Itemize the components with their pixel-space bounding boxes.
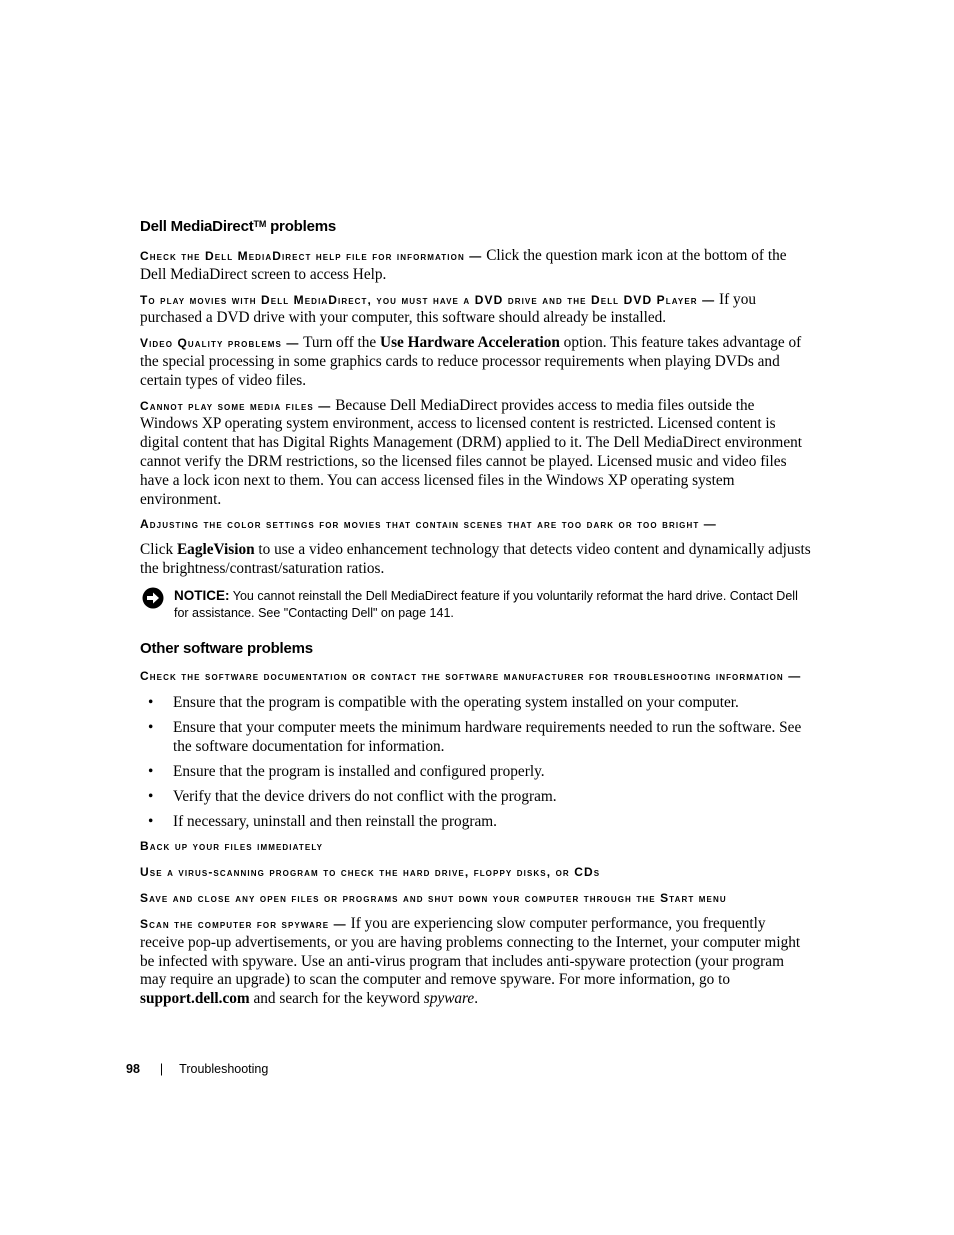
- lead-help-file: Check the Dell MediaDirect help file for information —: [140, 249, 483, 263]
- keyword-spyware: spyware: [423, 990, 475, 1008]
- list-item: • Ensure that the program is compatible with the operating system installed on your computer.: [140, 693, 812, 712]
- lead-color-settings: Adjusting the color settings for movies that contain scenes that are too dark or too bright —: [140, 517, 717, 532]
- list-item: • Ensure that the program is installed and configured properly.: [140, 762, 812, 781]
- notice-label: NOTICE:: [174, 587, 230, 603]
- section-heading-mediadirect: Dell MediaDirect™ problems: [140, 218, 337, 235]
- paragraph-spyware: Scan the computer for spyware — If you are experiencing slow computer performance, you frequently receive pop-up advertisements, or you are having problems connecting to the Internet, your computer might be infected with spyware. Use an anti-virus program that includes anti-spyware protection (your program may require an upgrade) to scan the computer and remove spyware. For more information, go to support.dell.com and search for the keyword spyware.: [140, 914, 801, 1008]
- list-item: • If necessary, uninstall and then reinstall the program.: [140, 812, 812, 831]
- paragraph-help-file: Check the Dell MediaDirect help file for information — Click the question mark icon at the bottom of the Dell MediaDirect screen to access Help.: [140, 247, 787, 283]
- page-footer: [126, 1062, 268, 1076]
- paragraph-dvd-drive: To play movies with Dell MediaDirect, you must have a DVD drive and the Dell DVD Player — If you purchased a DVD drive with your computer, this software should already be installed.: [140, 290, 756, 327]
- lead-save-close: Save and close any open files or programs and shut down your computer through the Start menu: [140, 890, 727, 905]
- paragraph-video-quality: Video Quality problems — Turn off the Use Hardware Acceleration option. This feature takes advantage of the special processing in some graphics cards to reduce processor requirements when playing DVDs and certain types of video files.: [140, 334, 802, 389]
- option-name: Use Hardware Acceleration: [380, 334, 560, 352]
- page-content: [140, 218, 812, 1015]
- list-item: • Verify that the device drivers do not conflict with the program.: [140, 787, 812, 806]
- lead-check-documentation: Check the software documentation or contact the software manufacturer for troubleshooting information —: [140, 668, 802, 683]
- footer-section-name: Troubleshooting: [179, 1062, 269, 1076]
- footer-separator: |: [159, 1062, 164, 1076]
- paragraph-media-files: Cannot play some media files — Because Dell MediaDirect provides access to media files outside the Windows XP operating system environment, access to licensed content is restricted. Licensed content is digital content that has Digital Rights Management (DRM) applied to it. The Dell MediaDirect environment cannot verify the DRM restrictions, so the licensed files cannot be played. Licensed music and video files have a lock icon next to them. You can access licensed files in the Windows XP operating system environment.: [140, 396, 803, 508]
- troubleshooting-list: [140, 693, 812, 831]
- notice-box: [140, 587, 812, 622]
- paragraph-color-settings: Click EagleVision to use a video enhancement technology that detects video content and dynamically adjusts the brightness/contrast/saturation ratios.: [140, 541, 811, 578]
- list-item: • Ensure that your computer meets the minimum hardware requirements needed to run the software. See the software documentation for information.: [140, 718, 812, 756]
- lead-virus-scan: Use a virus-scanning program to check the hard drive, floppy disks, or CDs: [140, 864, 601, 879]
- start-menu-name: Start: [660, 890, 695, 905]
- trademark-mark: TM: [253, 219, 267, 229]
- lead-video-quality: Video Quality problems —: [140, 336, 300, 351]
- notice-icon: [142, 587, 164, 609]
- support-link[interactable]: support.dell.com: [140, 990, 250, 1008]
- lead-dvd-drive: To play movies with Dell MediaDirect, you must have a DVD drive and the Dell DVD Player —: [140, 292, 716, 307]
- lead-backup-files: Back up your files immediately: [140, 838, 324, 853]
- section-heading-other-software: Other software problems: [140, 639, 313, 657]
- page-number: 98: [126, 1062, 140, 1076]
- eaglevision-name: EagleVision: [176, 541, 255, 559]
- lead-spyware: Scan the computer for spyware —: [140, 916, 347, 931]
- lead-media-files: Cannot play some media files —: [140, 398, 332, 413]
- notice-text: You cannot reinstall the Dell MediaDirect feature if you voluntarily reformat the hard drive. Contact Dell for assistance. See "Contacting Dell" on page 141.: [174, 588, 798, 620]
